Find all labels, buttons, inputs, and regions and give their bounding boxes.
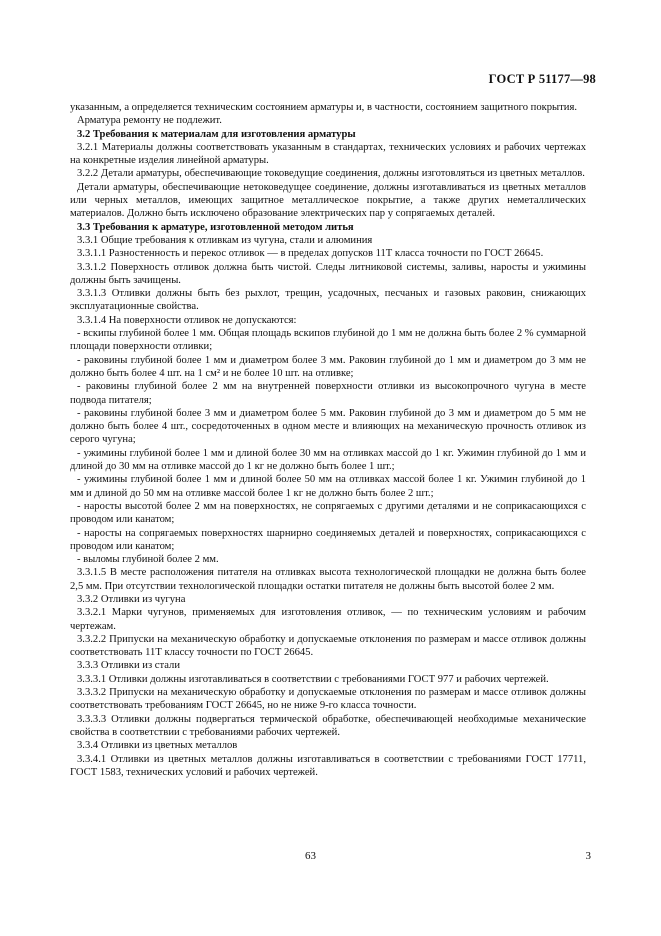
paragraph: 3.2.1 Материалы должны соответствовать указанным в стандартах, технических условиях и рабочих чертежах на конкретные изделия линейной арматуры. xyxy=(70,141,586,167)
list-item: - раковины глубиной более 2 мм на внутренней поверхности отливки из высокопрочного чугуна в месте подвода питателя; xyxy=(70,381,586,406)
paragraph: 3.3.1 Общие требования к отливкам из чугуна, стали и алюминия xyxy=(77,234,373,246)
paragraph: 3.3.2.2 Припуски на механическую обработку и допускаемые отклонения по размерам и массе отливок должны соответствовать 11Т классу точности по ГОСТ 26645. xyxy=(70,633,586,659)
sheet-page-number: 3 xyxy=(585,850,591,862)
document-page-number: 63 xyxy=(305,850,316,862)
paragraph: 3.3.1.1 Разностенность и перекос отливок — в пределах допусков 11Т класса точности по ГОСТ 26645. xyxy=(77,248,544,260)
list-item: - ужимины глубиной более 1 мм и длиной более 30 мм на отливках массой до 1 кг. Ужимин глубиной до 1 мм и длиной до 30 мм на отливке массой до 1 кг не должно быть более 1 шт.; xyxy=(70,447,586,473)
paragraph: указанным, а определяется техническим состоянием арматуры и, в частности, состоянием защитного покрытия. xyxy=(70,102,577,113)
paragraph: Арматура ремонту не подлежит. xyxy=(77,115,222,127)
paragraph: 3.3.3.2 Припуски на механическую обработку и допускаемые отклонения по размерам и массе отливок должны соответствовать требованиям ГОСТ 26645, но не ниже 9-го класса точности. xyxy=(70,687,586,712)
list-item: - вскипы глубиной более 1 мм. Общая площадь вскипов глубиной до 1 мм не должна быть более 2 % суммарной площади поверхности отливки; xyxy=(70,328,586,353)
list-item: - наросты высотой более 2 мм на поверхностях, не сопрягаемых с другими деталями и не соприкасающихся с проводом или канатом; xyxy=(70,500,586,526)
paragraph: 3.2.2 Детали арматуры, обеспечивающие токоведущие соединения, должны изготовляться из цветных металлов. xyxy=(77,168,585,180)
paragraph: 3.3.1.3 Отливки должны быть без рыхлот, трещин, усадочных, песчаных и газовых раковин, снижающих эксплуатационные свойства. xyxy=(70,288,586,313)
list-item: - раковины глубиной более 1 мм и диаметром более 3 мм. Раковин глубиной до 1 мм и диаметром до 3 мм не должно быть более 4 шт. на 1 см² и не более 10 шт. на отливке; xyxy=(70,354,586,379)
list-item: - ужимины глубиной более 1 мм и длиной более 50 мм на отливках массой более 1 кг. Ужимин глубиной до 1 мм и длиной до 50 мм на отливке массой более 1 кг не должно быть более 2 шт.; xyxy=(70,474,586,499)
paragraph: 3.3.4.1 Отливки из цветных металлов должны изготавливаться в соответствии с требованиями ГОСТ 17711, ГОСТ 1583, технических условий и рабочих чертежей. xyxy=(70,753,586,778)
paragraph: Детали арматуры, обеспечивающие нетоковедущее соединение, должны изготавливаться из цветных металлов или черных металлов, имеющих защитное металлическое покрытие, а также других неметаллических материалов. Должно быть исключено образование электрических пар у сопрягаемых деталей. xyxy=(70,181,586,220)
paragraph: 3.3.4 Отливки из цветных металлов xyxy=(77,740,238,752)
paragraph: 3.3.3.3 Отливки должны подвергаться термической обработке, обеспечивающей необходимые механические свойства в соответствии с требованиями рабочих чертежей. xyxy=(70,713,586,738)
document-body xyxy=(70,101,586,779)
document-header: ГОСТ Р 51177—98 xyxy=(488,72,596,86)
list-item: - раковины глубиной более 3 мм и диаметром более 5 мм. Раковин глубиной до 3 мм и диаметром до 5 мм не должно быть более 4 шт., сосредоточенных в одном месте и влияющих на механическую прочность отливок из серого чугуна; xyxy=(70,407,586,446)
paragraph: 3.3.2.1 Марки чугунов, применяемых для изготовления отливок, — по техническим условиям и рабочим чертежам. xyxy=(70,607,586,632)
section-heading: 3.2 Требования к материалам для изготовления арматуры xyxy=(77,128,356,140)
paragraph: 3.3.3.1 Отливки должны изготавливаться в соответствии с требованиями ГОСТ 977 и рабочих чертежей. xyxy=(77,673,549,685)
paragraph: 3.3.1.5 В месте расположения питателя на отливках высота технологической площадки не должна быть более 2,5 мм. При отсутствии технологической площадки остатки питателя не должны быть высотой более 2 мм. xyxy=(70,567,586,592)
section-heading: 3.3 Требования к арматуре, изготовленной методом литья xyxy=(77,221,354,233)
paragraph: 3.3.3 Отливки из стали xyxy=(77,660,180,672)
paragraph: 3.3.1.2 Поверхность отливок должна быть чистой. Следы литниковой системы, заливы, наросты и ужимины должны быть зачищены. xyxy=(70,261,586,286)
list-item: - наросты на сопрягаемых поверхностях шарнирно соединяемых деталей и поверхностях, соприкасающихся с проводом или канатом; xyxy=(70,527,586,552)
list-item: - выломы глубиной более 2 мм. xyxy=(77,554,219,566)
paragraph: 3.3.1.4 На поверхности отливок не допускаются: xyxy=(77,314,297,326)
paragraph: 3.3.2 Отливки из чугуна xyxy=(77,593,186,605)
